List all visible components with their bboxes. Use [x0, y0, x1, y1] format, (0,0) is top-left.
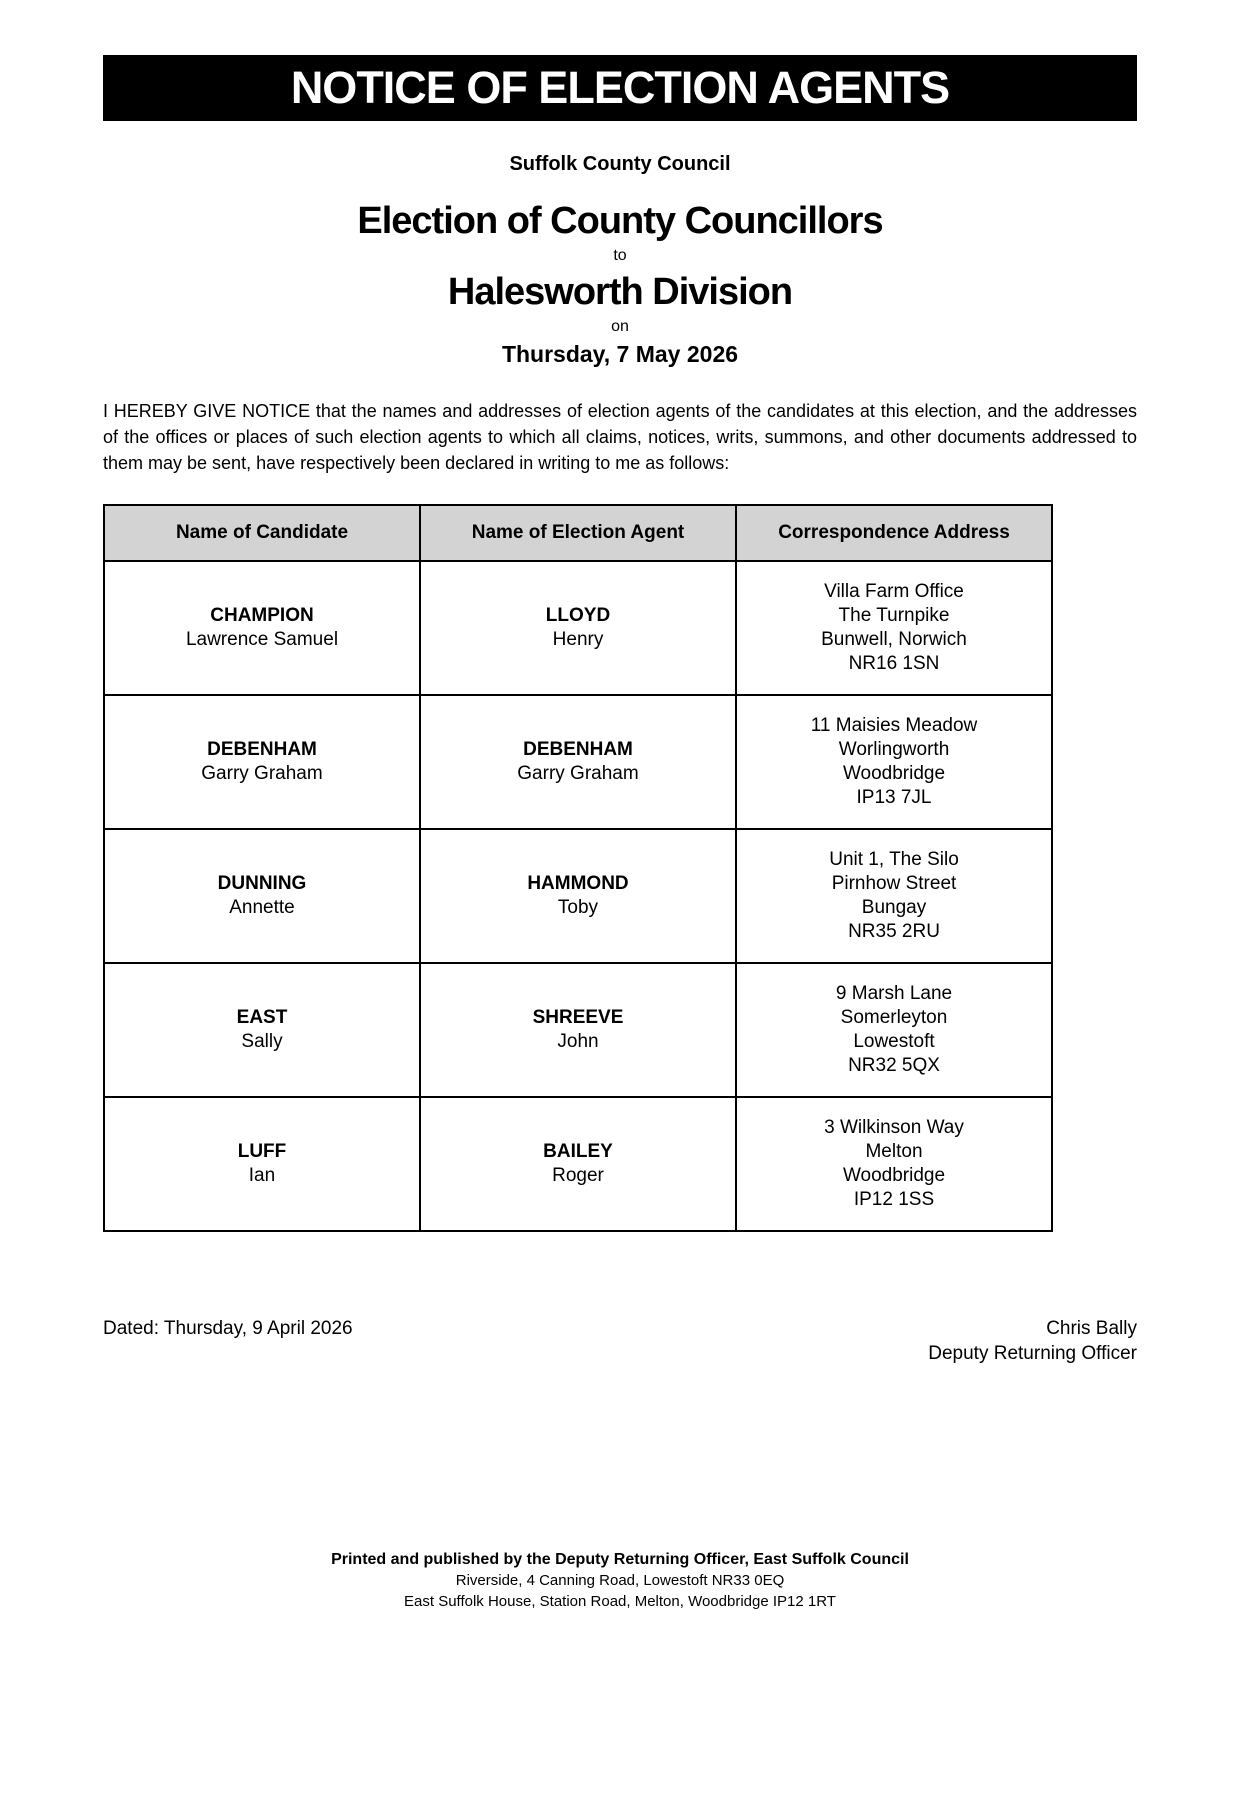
- agent-cell: [420, 963, 736, 1097]
- candidate-forenames: Sally: [241, 1031, 283, 1052]
- address-line: 3 Wilkinson Way: [824, 1117, 964, 1138]
- address-line: Bunwell, Norwich: [821, 629, 967, 650]
- candidate-surname: DEBENHAM: [207, 739, 317, 760]
- address-line: IP13 7JL: [856, 787, 932, 808]
- table-row: [104, 1097, 1052, 1231]
- column-header-agent: Name of Election Agent: [420, 505, 736, 561]
- candidate-forenames: Ian: [248, 1165, 276, 1186]
- candidate-surname: EAST: [236, 1007, 288, 1028]
- address-line: NR16 1SN: [848, 653, 940, 674]
- address-line: 9 Marsh Lane: [835, 983, 953, 1004]
- agent-forenames: Toby: [557, 897, 599, 918]
- agent-forenames: Henry: [552, 629, 604, 650]
- address-line: The Turnpike: [838, 605, 950, 626]
- division-title: Halesworth Division: [447, 271, 793, 313]
- address-line: Woodbridge: [842, 1165, 946, 1186]
- authority-name: Suffolk County Council: [509, 153, 731, 175]
- agent-cell: [420, 829, 736, 963]
- address-line: Unit 1, The Silo: [829, 849, 959, 870]
- candidate-cell: [104, 695, 420, 829]
- candidate-cell: [104, 963, 420, 1097]
- signature-block: [928, 1316, 1137, 1366]
- document-footer: [0, 1549, 1240, 1612]
- address-line: Lowestoft: [853, 1031, 935, 1052]
- table-body: [104, 561, 1052, 1231]
- footer-publisher: Printed and published by the Deputy Returning Officer, East Suffolk Council: [331, 1551, 909, 1568]
- candidate-cell: [104, 829, 420, 963]
- footer-address-2: East Suffolk House, Station Road, Melton, Woodbridge IP12 1RT: [404, 1593, 836, 1610]
- agent-surname: DEBENHAM: [523, 739, 633, 760]
- address-cell: [736, 829, 1052, 963]
- signature-row: [103, 1316, 1137, 1366]
- address-line: IP12 1SS: [853, 1189, 935, 1210]
- address-line: NR35 2RU: [848, 921, 940, 942]
- agent-surname: BAILEY: [543, 1141, 613, 1162]
- footer-address-1: Riverside, 4 Canning Road, Lowestoft NR33 0EQ: [455, 1572, 785, 1589]
- agent-cell: [420, 695, 736, 829]
- address-line: NR32 5QX: [848, 1055, 940, 1076]
- address-line: Somerleyton: [840, 1007, 948, 1028]
- candidate-forenames: Annette: [229, 897, 295, 918]
- column-header-candidate: Name of Candidate: [104, 505, 420, 561]
- address-line: Melton: [865, 1141, 923, 1162]
- candidate-forenames: Garry Graham: [201, 763, 323, 784]
- table-header: [104, 505, 1052, 561]
- agent-surname: SHREEVE: [532, 1007, 624, 1028]
- candidate-surname: CHAMPION: [210, 605, 314, 626]
- agent-cell: [420, 561, 736, 695]
- officer-name: Chris Bally: [1046, 1318, 1137, 1339]
- agent-surname: HAMMOND: [527, 873, 629, 894]
- agent-surname: LLOYD: [545, 605, 611, 626]
- address-cell: [736, 1097, 1052, 1231]
- address-cell: [736, 963, 1052, 1097]
- address-line: Woodbridge: [842, 763, 946, 784]
- agent-forenames: Roger: [552, 1165, 604, 1186]
- election-date: Thursday, 7 May 2026: [501, 341, 739, 367]
- candidate-cell: [104, 561, 420, 695]
- officer-title: Deputy Returning Officer: [928, 1343, 1137, 1364]
- notice-banner: [103, 55, 1137, 121]
- table-row: [104, 829, 1052, 963]
- address-line: 11 Maisies Meadow: [810, 715, 978, 736]
- election-title: Election of County Councillors: [357, 200, 883, 242]
- notice-banner-title: NOTICE OF ELECTION AGENTS: [290, 62, 950, 113]
- candidate-cell: [104, 1097, 420, 1231]
- table-header-row: [104, 505, 1052, 561]
- election-agents-table: [103, 504, 1053, 1232]
- address-cell: [736, 561, 1052, 695]
- candidate-forenames: Lawrence Samuel: [185, 629, 339, 650]
- candidate-surname: LUFF: [237, 1141, 287, 1162]
- notice-document-page: [0, 55, 1240, 1809]
- table-row: [104, 963, 1052, 1097]
- document-content: [103, 55, 1137, 1366]
- candidate-surname: DUNNING: [217, 873, 307, 894]
- address-line: Villa Farm Office: [824, 581, 964, 602]
- dated-label: Dated: Thursday, 9 April 2026: [103, 1318, 353, 1339]
- agent-forenames: John: [557, 1031, 599, 1052]
- address-line: Bungay: [861, 897, 927, 918]
- table-row: [104, 695, 1052, 829]
- column-header-address: Correspondence Address: [736, 505, 1052, 561]
- to-label: to: [613, 247, 627, 264]
- address-cell: [736, 695, 1052, 829]
- notice-paragraph: I HEREBY GIVE NOTICE that the names and addresses of election agents of the candidates at this election, and the addresses of the offices or places of such election agents to which all claims, notices, writs, summons, and other documents addressed to them may be sent, have respectively been declared in writing to me as follows:: [103, 401, 1137, 473]
- on-label: on: [611, 318, 629, 335]
- agent-cell: [420, 1097, 736, 1231]
- agent-forenames: Garry Graham: [517, 763, 639, 784]
- address-line: Pirnhow Street: [831, 873, 957, 894]
- table-row: [104, 561, 1052, 695]
- address-line: Worlingworth: [838, 739, 950, 760]
